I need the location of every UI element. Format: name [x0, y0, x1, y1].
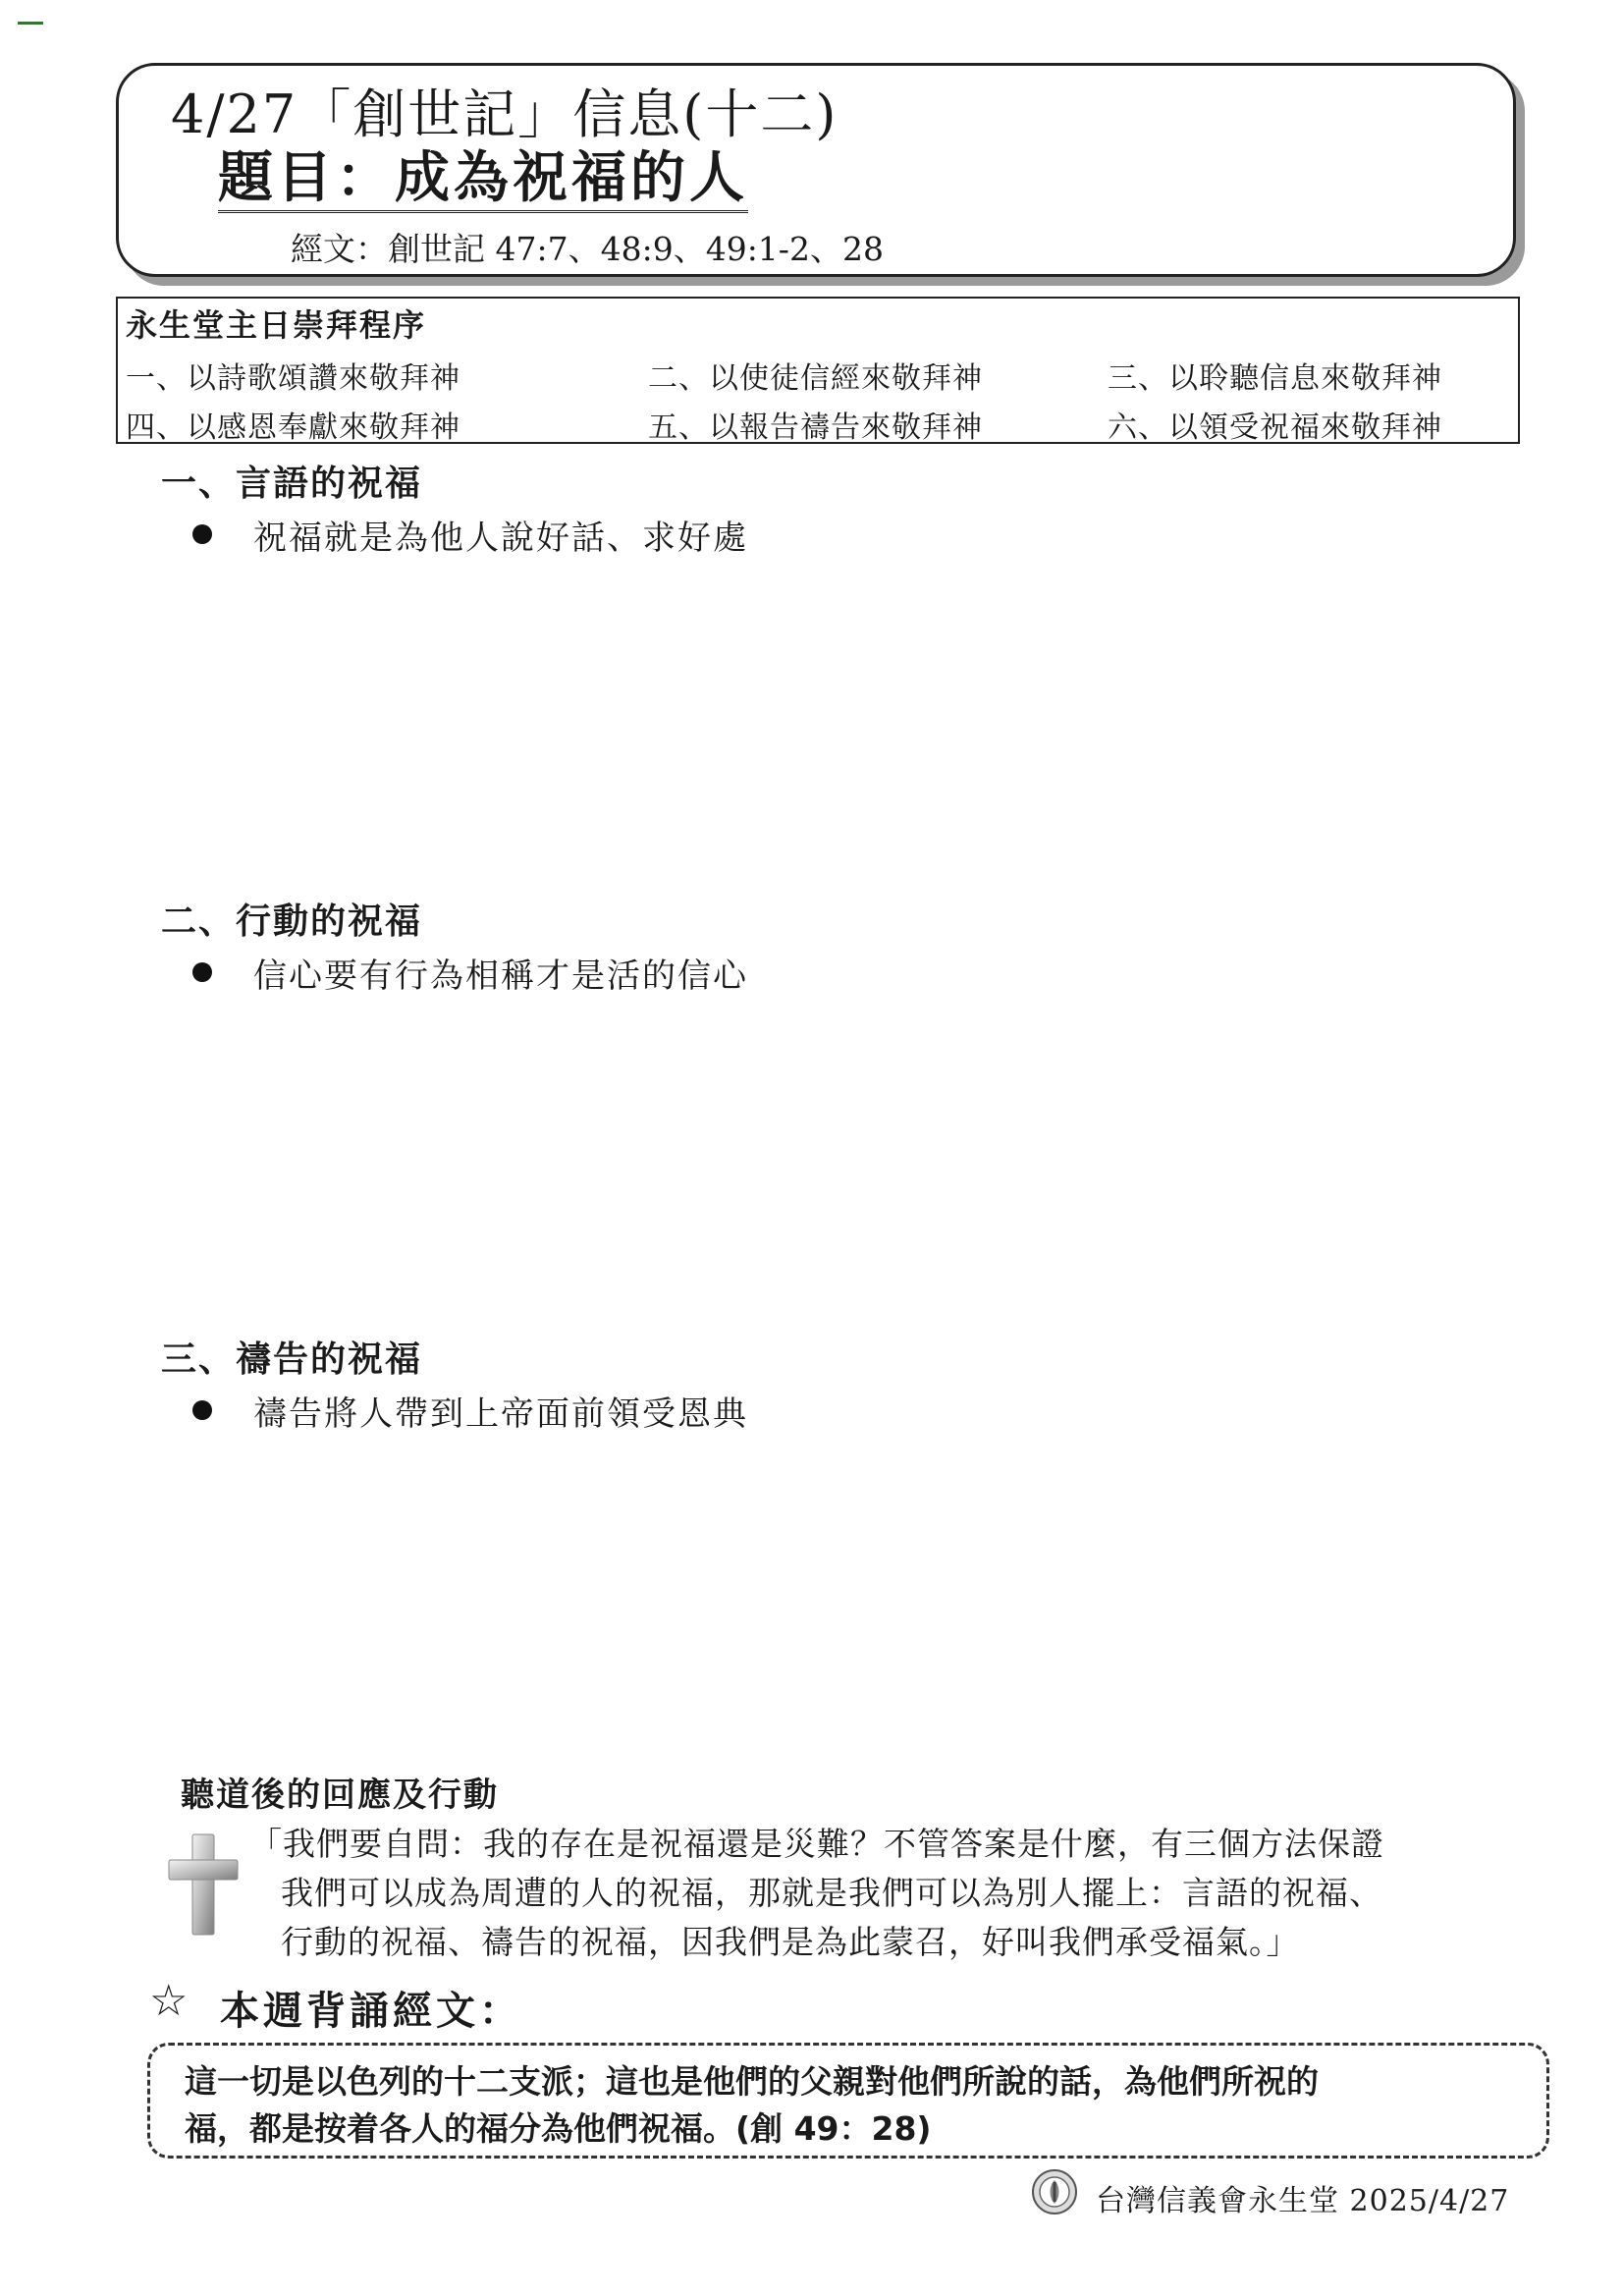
bullet-icon: [192, 524, 212, 544]
memory-verse-line: 福，都是按着各人的福分為他們祝福。(創 49：28): [185, 2109, 932, 2148]
worship-order-item: 二、以使徒信經來敬拜神: [648, 361, 983, 396]
worship-order-item: 四、以感恩奉獻來敬拜神: [126, 410, 460, 445]
section-heading: 一、言語的祝福: [161, 463, 423, 504]
scripture-reference: 經文：創世記 47:7、48:9、49:1-2、28: [291, 230, 884, 268]
page-title: 4/27「創世記」信息(十二): [171, 83, 839, 145]
bullet-icon: [192, 1400, 212, 1420]
cross-icon: [167, 1832, 240, 1937]
response-line: 我們可以成為周遭的人的祝福，那就是我們可以為別人擺上：言語的祝福、: [281, 1874, 1382, 1912]
section-bullet-text: 信心要有行為相稱才是活的信心: [253, 957, 748, 996]
star-icon: ☆: [149, 1976, 189, 2026]
section-heading: 三、禱告的祝福: [161, 1339, 423, 1380]
worship-order-item: 三、以聆聽信息來敬拜神: [1108, 361, 1442, 396]
worship-order-title: 永生堂主日崇拜程序: [126, 306, 427, 344]
response-line: 「我們要自問：我的存在是祝福還是災難？不管答案是什麼，有三個方法保證: [249, 1825, 1384, 1863]
church-seal-icon: [1031, 2168, 1078, 2215]
section-bullet-text: 禱告將人帶到上帝面前領受恩典: [253, 1394, 748, 1434]
footer-text: 台灣信義會永生堂 2025/4/27: [1096, 2184, 1510, 2218]
scan-mark: [18, 22, 43, 25]
section-bullet-text: 祝福就是為他人說好話、求好處: [253, 519, 748, 558]
section-heading: 二、行動的祝福: [161, 901, 423, 942]
worship-order-item: 五、以報告禱告來敬拜神: [648, 410, 983, 445]
worship-order-item: 六、以領受祝福來敬拜神: [1108, 410, 1442, 445]
response-line: 行動的祝福、禱告的祝福，因我們是為此蒙召，好叫我們承受福氣。」: [281, 1923, 1300, 1961]
sermon-subject: 題目：成為祝福的人: [218, 147, 748, 213]
memory-verse-line: 這一切是以色列的十二支派；這也是他們的父親對他們所說的話，為他們所祝的: [185, 2062, 1319, 2101]
memory-verse-heading: 本週背誦經文：: [220, 1988, 522, 2034]
bullet-icon: [192, 962, 212, 982]
worship-order-item: 一、以詩歌頌讚來敬拜神: [126, 361, 460, 396]
response-heading: 聽道後的回應及行動: [181, 1776, 499, 1815]
